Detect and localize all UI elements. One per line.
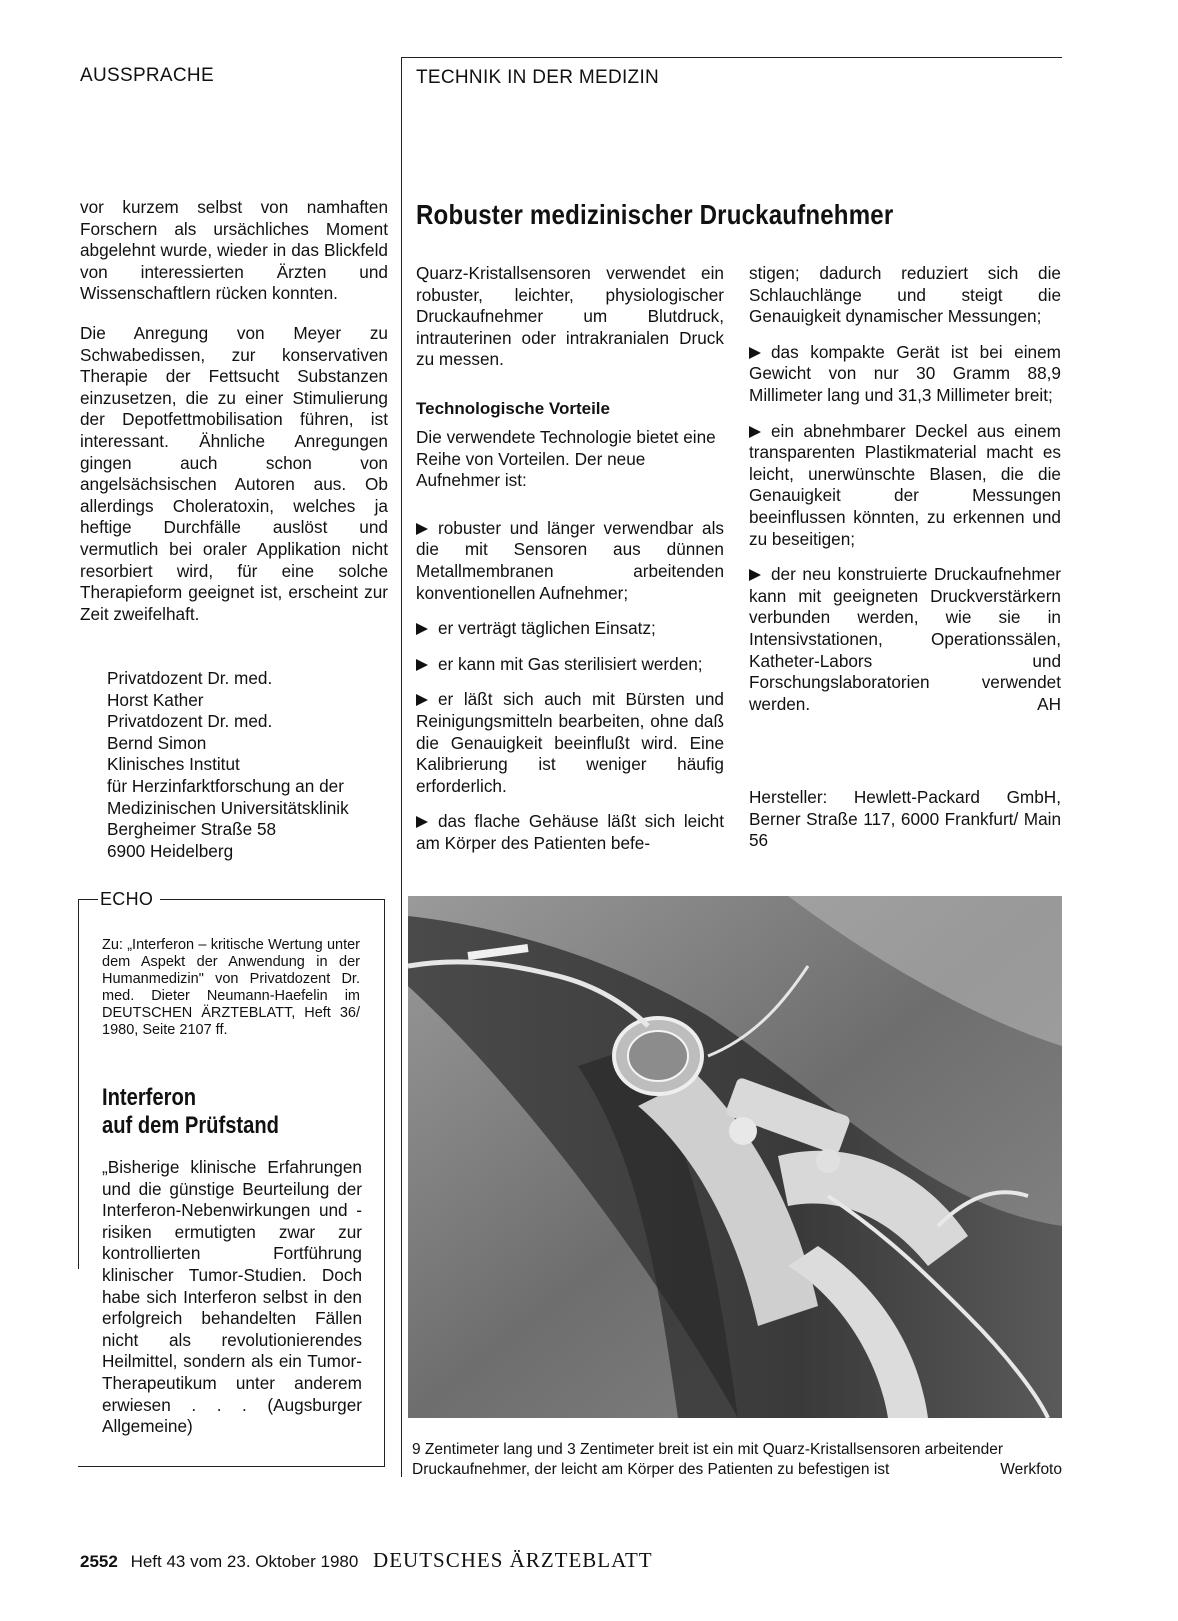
manufacturer-info: Hersteller: Hewlett-Packard GmbH, Berner Straße 117, 6000 Frankfurt/ Main 56 — [749, 787, 1061, 851]
page-number: 2552 — [80, 1552, 118, 1571]
echo-frame-left — [78, 899, 79, 1269]
header-rule — [401, 57, 1062, 58]
section-label-left: AUSSPRACHE — [80, 65, 214, 86]
bullet-triangle-icon — [416, 659, 428, 671]
article-subheading: Technologische Vorteile — [416, 398, 610, 418]
article-column-1 — [416, 263, 724, 868]
echo-frame-bottom — [78, 1466, 385, 1467]
address-line: Privatdozent Dr. med. — [107, 711, 273, 732]
author-address — [107, 668, 397, 862]
issue-info: Heft 43 vom 23. Oktober 1980 — [130, 1552, 359, 1571]
bullet-triangle-icon — [416, 816, 428, 828]
bullet-triangle-icon — [749, 347, 761, 359]
bullet-item: er kann mit Gas sterilisiert werden; — [416, 654, 724, 676]
bullet-item: das flache Gehäuse läßt sich leicht am Körper des Patienten befe- — [416, 811, 724, 853]
echo-title-line: Interferon — [102, 1084, 197, 1111]
bullet-item: robuster und länger verwendbar als die mit Sensoren aus dünnen Metallmembranen arbeitenden konventionellen Aufnehmer; — [416, 517, 724, 603]
photo-caption — [412, 1440, 1062, 1480]
echo-frame-right — [384, 899, 385, 1467]
bullet-item: ein abnehmbarer Deckel aus einem transparenten Plastikmaterial macht es leicht, unerwünschte Blasen, die die Genauigkeit der Messungen beeinflussen könnten, zu erkennen und zu beseitigen; — [749, 420, 1061, 549]
address-line: Medizinischen Universitätsklinik — [107, 797, 349, 818]
photo-credit: Werkfoto — [1000, 1461, 1062, 1478]
column-divider — [401, 57, 402, 1477]
address-line: Bernd Simon — [107, 732, 207, 753]
bullet-triangle-icon — [749, 426, 761, 438]
address-line: 6900 Heidelberg — [107, 840, 234, 861]
left-article — [80, 197, 388, 643]
bullet-triangle-icon — [749, 569, 761, 581]
article-intro: Quarz-Kristallsensoren verwendet ein robuster, leichter, physiologischer Druckaufnehmer um Blutdruck, intrauterinen oder intrakranialen Druck zu messen. — [416, 263, 724, 370]
photo-caption-text: 9 Zentimeter lang und 3 Zentimeter breit ist ein mit Quarz-Kristallsensoren arbeitender Druckaufnehmer, der leicht am Körper des Patienten zu befestigen ist — [412, 1441, 1003, 1478]
left-paragraph-2: Die Anregung von Meyer zu Schwabedissen, zur konservativen Therapie der Fettsucht Substanzen einzusetzen, die zu einer Stimulierung der Depotfettmobilisation führen, ist interessant. Ähnliche Anregungen gingen auch schon von angelsächsischen Autoren aus. Ob allerdings Choleratoxin, welches ja heftige Durchfälle auslöst und vermutlich bei oraler Applikation nicht resorbiert wird, für eine solche Therapieform geeignet ist, erscheint zur Zeit zweifelhaft. — [80, 322, 388, 624]
echo-frame-top-left — [78, 899, 98, 900]
bullet-item: er verträgt täglichen Einsatz; — [416, 618, 724, 640]
publication-name: DEUTSCHES ÄRZTEBLATT — [373, 1548, 653, 1572]
article-headline: Robuster medizinischer Druckaufnehmer — [416, 199, 894, 230]
page-footer — [80, 1548, 653, 1573]
echo-reference: Zu: „Interferon – kritische Wertung unter dem Aspekt der Anwendung in der Humanmedizin" von Privatdozent Dr. med. Dieter Neumann-Haefelin im DEUTSCHEN ÄRZTEBLATT, Heft 36/ 1980, Seite 2107 ff. — [102, 937, 360, 1038]
article-lead: Die verwendete Technologie bietet eine Reihe von Vorteilen. Der neue Aufnehmer ist: — [416, 426, 716, 491]
article-column-2 — [749, 263, 1061, 852]
author-initials: AH — [1037, 693, 1061, 714]
bullet-triangle-icon — [416, 623, 428, 635]
echo-title-line: auf dem Prüfstand — [102, 1112, 279, 1139]
bullet-item: er läßt sich auch mit Bürsten und Reinigungsmitteln bearbeiten, ohne daß die Genauigkeit beeinflußt wird. Eine Kalibrierung ist weniger häufig erforderlich. — [416, 689, 724, 796]
address-line: Klinisches Institut — [107, 754, 240, 775]
address-line: Horst Kather — [107, 689, 204, 710]
left-paragraph-1: vor kurzem selbst von namhaften Forschern als ursächliches Moment abgelehnt wurde, wieder in das Blickfeld von interessierten Ärzten und Wissenschaftlern rücken konnten. — [80, 197, 388, 304]
bullet-item: das kompakte Gerät ist bei einem Gewicht von nur 30 Gramm 88,9 Millimeter lang und 31,3 Millimeter breit; — [749, 341, 1061, 405]
address-line: Privatdozent Dr. med. — [107, 668, 273, 688]
echo-frame-top-right — [160, 899, 385, 900]
echo-title — [102, 1084, 372, 1140]
bullet-triangle-icon — [416, 694, 428, 706]
article-continuation: stigen; dadurch reduziert sich die Schlauchlänge und steigt die Genauigkeit dynamischer Messungen; — [749, 263, 1061, 327]
bullet-item: der neu konstruierte Druckaufnehmer kann mit geeigneten Druckverstärkern verbunden werden, wie sie in Intensivstationen, Operationssälen, Katheter-Labors und Forschungslaboratorien verwendet werden. — [749, 564, 1061, 714]
section-label-right: TECHNIK IN DER MEDIZIN — [416, 67, 660, 88]
bullet-triangle-icon — [416, 523, 428, 535]
address-line: Bergheimer Straße 58 — [107, 819, 277, 840]
echo-label: ECHO — [100, 889, 154, 909]
address-line: für Herzinfarktforschung an der — [107, 775, 344, 796]
product-photo — [408, 896, 1062, 1418]
echo-box — [78, 889, 385, 1467]
echo-quote: „Bisherige klinische Erfahrungen und die günstige Beurteilung der Interferon-Nebenwirkungen und -risiken ermutigten zwar zur kontrollierten Fortführung klinischer Tumor-Studien. Doch habe sich Interferon selbst in den erfolgreich behandelten Fällen nicht als revolutionierendes Heilmittel, sondern als ein Tumor-Therapeutikum unter anderem erwiesen . . . (Augsburger Allgemeine) — [102, 1157, 362, 1437]
